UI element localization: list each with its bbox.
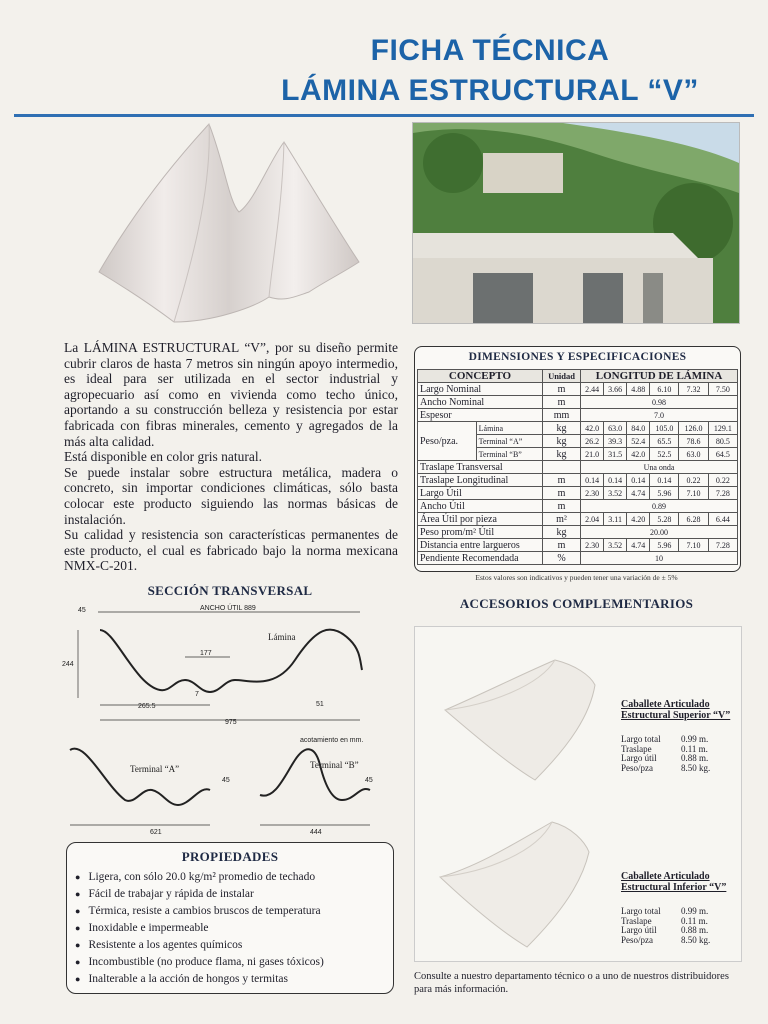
row-value: 7.32 (679, 383, 708, 396)
property-item: ● Ligera, con sólo 20.0 kg/m² promedio de techado (75, 869, 324, 886)
property-item: ● Incombustible (no produce flama, ni gases tóxicos) (75, 954, 324, 971)
row-unit (542, 461, 580, 474)
row-value: 6.28 (679, 513, 708, 526)
dim-265-5: 265.5 (138, 703, 156, 710)
intro-paragraph-2: Está disponible en color gris natural. (64, 449, 262, 465)
spec-value: 0.88 m. (681, 753, 709, 763)
specs-row (418, 461, 738, 474)
dim-51: 51 (316, 701, 324, 708)
house-photo (412, 122, 740, 324)
dim-244: 244 (62, 661, 74, 668)
row-value: 26.2 (581, 435, 604, 448)
caballete-superior-image (440, 655, 600, 785)
row-value: 20.00 (581, 526, 738, 539)
row-value: 2.44 (581, 383, 604, 396)
header-longitud: LONGITUD DE LÁMINA (581, 370, 738, 383)
properties-box (66, 842, 394, 994)
row-value: 21.0 (581, 448, 604, 461)
row-unit: % (542, 552, 580, 565)
dim-45-a: 45 (222, 777, 230, 784)
row-unit: kg (542, 422, 580, 435)
spec-value: 0.88 m. (681, 925, 709, 935)
row-concept: Largo Útil (418, 487, 543, 500)
acotamiento-note: acotamiento en mm. (300, 737, 364, 744)
specs-note: Estos valores son indicativos y pueden tener una variación de ± 5% (475, 573, 678, 582)
specs-row (418, 487, 738, 500)
row-unit: m (542, 487, 580, 500)
row-value: 7.50 (708, 383, 737, 396)
row-value: 64.5 (708, 448, 737, 461)
row-concept: Ancho Útil (418, 500, 543, 513)
row-unit: kg (542, 435, 580, 448)
specs-row (418, 422, 738, 435)
accessories-box (414, 626, 742, 962)
row-value: 0.98 (581, 396, 738, 409)
dim-177: 177 (200, 650, 212, 657)
property-item: ● Inalterable a la acción de hongos y termitas (75, 971, 324, 988)
row-value: 63.0 (679, 448, 708, 461)
row-value: 0.22 (708, 474, 737, 487)
property-item: ● Resistente a los agentes químicos (75, 937, 324, 954)
row-value: 42.0 (627, 448, 650, 461)
spec-value: 0.99 m. (681, 906, 709, 916)
specs-box (414, 346, 741, 572)
spec-label: Traslape (621, 915, 652, 926)
row-concept: Espesor (418, 409, 543, 422)
specs-row (418, 474, 738, 487)
row-value: 7.28 (708, 487, 737, 500)
property-item: ● Inoxidable e impermeable (75, 920, 324, 937)
spec-label: Peso/pza (621, 934, 653, 945)
row-value: 7.10 (679, 487, 708, 500)
row-value: 52.5 (650, 448, 679, 461)
row-concept: Traslape Transversal (418, 461, 543, 474)
page-title-line1: FICHA TÉCNICA (370, 34, 610, 67)
accessory-inferior (621, 871, 739, 945)
row-value: 5.28 (650, 513, 679, 526)
row-value: 0.14 (650, 474, 679, 487)
intro-paragraph-4: Su calidad y resistencia son características permanentes de este producto, el cual es fabricado bajo la norma mexicana NMX-C-201. (64, 527, 398, 574)
row-value: 63.0 (604, 422, 627, 435)
row-concept: Peso/pza. (418, 422, 477, 461)
header-unidad: Unidad (542, 370, 580, 383)
row-value: 2.30 (581, 487, 604, 500)
row-value: 4.74 (627, 539, 650, 552)
row-value: 31.5 (604, 448, 627, 461)
row-value: Una onda (581, 461, 738, 474)
row-value: 5.96 (650, 487, 679, 500)
row-unit: m (542, 383, 580, 396)
row-value: 7.28 (708, 539, 737, 552)
intro-text (64, 340, 398, 574)
dim-45-b: 45 (365, 777, 373, 784)
spec-label: Traslape (621, 743, 652, 754)
row-value: 10 (581, 552, 738, 565)
row-value: 6.44 (708, 513, 737, 526)
spec-label: Peso/pza (621, 762, 653, 773)
row-unit: m (542, 396, 580, 409)
spec-value: 0.99 m. (681, 734, 709, 744)
row-value: 6.10 (650, 383, 679, 396)
specs-row (418, 409, 738, 422)
row-value: 4.20 (627, 513, 650, 526)
intro-paragraph-1: La LÁMINA ESTRUCTURAL “V”, por su diseño permite cubrir claros de hasta 7 metros sin ningún apoyo intermedio, es ideal para ser utilizada en el sector industrial y agropecuario así como en vivienda como techo único, aportando a su construcción belleza y resistencia por estar fabricada con fibras minerales, cemento y agregados de la más alta calidad. (64, 340, 398, 449)
row-unit: mm (542, 409, 580, 422)
row-unit: m (542, 500, 580, 513)
consult-note: Consulte a nuestro departamento técnico o a uno de nuestros distribuidores para más información. (414, 971, 729, 995)
accessory-superior (621, 699, 739, 773)
row-value: 3.11 (604, 513, 627, 526)
terminal-b-profile (260, 749, 370, 800)
specs-row (418, 396, 738, 409)
row-subconcept: Lámina (476, 422, 542, 435)
row-concept: Traslape Longitudinal (418, 474, 543, 487)
row-unit: m² (542, 513, 580, 526)
row-concept: Largo Nominal (418, 383, 543, 396)
row-concept: Peso prom/m² Útil (418, 526, 543, 539)
specs-row (418, 500, 738, 513)
row-value: 4.88 (627, 383, 650, 396)
accessories-title: ACCESORIOS COMPLEMENTARIOS (459, 596, 694, 611)
row-unit: kg (542, 526, 580, 539)
accessory-specs (621, 735, 739, 773)
section-title: SECCIÓN TRANSVERSAL (147, 583, 313, 598)
row-value: 2.30 (581, 539, 604, 552)
properties-title: PROPIEDADES (181, 849, 279, 864)
accessory-name: Estructural Inferior “V” (621, 882, 727, 893)
specs-row (418, 539, 738, 552)
accessory-specs (621, 907, 739, 945)
dim-45: 45 (78, 607, 86, 614)
row-value: 3.52 (604, 487, 627, 500)
row-unit: m (542, 539, 580, 552)
row-value: 0.22 (679, 474, 708, 487)
caballete-inferior-image (437, 817, 597, 952)
specs-row (418, 526, 738, 539)
row-value: 129.1 (708, 422, 737, 435)
row-value: 39.3 (604, 435, 627, 448)
spec-label: Largo útil (621, 753, 657, 763)
spec-value: 8.50 kg. (681, 934, 711, 945)
dim-ancho-util: ANCHO ÚTIL 889 (200, 605, 256, 612)
row-value: 78.6 (679, 435, 708, 448)
row-unit: m (542, 474, 580, 487)
row-value: 126.0 (679, 422, 708, 435)
row-value: 42.0 (581, 422, 604, 435)
spec-label: Largo útil (621, 925, 657, 935)
row-value: 2.04 (581, 513, 604, 526)
dim-444: 444 (310, 829, 322, 836)
row-value: 3.52 (604, 539, 627, 552)
dim-621: 621 (150, 829, 162, 836)
row-value: 52.4 (627, 435, 650, 448)
row-value: 0.89 (581, 500, 738, 513)
row-value: 80.5 (708, 435, 737, 448)
row-subconcept: Terminal “A” (476, 435, 542, 448)
row-concept: Pendiente Recomendada (418, 552, 543, 565)
lamina-profile (100, 630, 362, 692)
terminal-a-profile (70, 749, 210, 805)
row-value: 0.14 (581, 474, 604, 487)
spec-value: 8.50 kg. (681, 762, 711, 773)
spec-value: 0.11 m. (681, 743, 708, 754)
property-item: ● Térmica, resiste a cambios bruscos de temperatura (75, 903, 324, 920)
row-value: 0.14 (604, 474, 627, 487)
label-terminal-a: Terminal “A” (130, 764, 180, 774)
row-value: 7.10 (679, 539, 708, 552)
specs-row (418, 383, 738, 396)
row-value: 105.0 (650, 422, 679, 435)
spec-label: Largo total (621, 906, 661, 916)
properties-list (75, 869, 324, 988)
row-value: 7.0 (581, 409, 738, 422)
row-concept: Área Útil por pieza (418, 513, 543, 526)
spec-value: 0.11 m. (681, 915, 708, 926)
row-value: 0.14 (627, 474, 650, 487)
row-value: 3.66 (604, 383, 627, 396)
header-concepto: CONCEPTO (418, 370, 543, 383)
specs-row (418, 552, 738, 565)
specs-row (418, 513, 738, 526)
label-lamina: Lámina (268, 632, 296, 642)
row-concept: Distancia entre largueros (418, 539, 543, 552)
row-value: 4.74 (627, 487, 650, 500)
accessory-name: Estructural Superior “V” (621, 710, 731, 721)
property-item: ● Fácil de trabajar y rápida de instalar (75, 886, 324, 903)
header-rule (14, 114, 754, 117)
page-title-line2: LÁMINA ESTRUCTURAL “V” (281, 74, 699, 107)
specs-table (417, 369, 738, 565)
accessory-name: Caballete Articulado (621, 699, 710, 710)
cross-section-diagram (60, 600, 400, 840)
row-value: 65.5 (650, 435, 679, 448)
accessory-name: Caballete Articulado (621, 871, 710, 882)
corrugated-sheet-image (94, 122, 364, 327)
row-subconcept: Terminal “B” (476, 448, 542, 461)
label-terminal-b: Terminal “B” (310, 760, 359, 770)
specs-title: DIMENSIONES Y ESPECIFICACIONES (468, 351, 687, 363)
row-value: 5.96 (650, 539, 679, 552)
row-value: 84.0 (627, 422, 650, 435)
row-unit: kg (542, 448, 580, 461)
intro-paragraph-3: Se puede instalar sobre estructura metálica, madera o concreto, sin importar condiciones climáticas, sólo basta colocar este producto siguiendo las normas básicas de instalación. (64, 464, 398, 527)
row-concept: Ancho Nominal (418, 396, 543, 409)
dim-975: 975 (225, 719, 237, 726)
spec-label: Largo total (621, 734, 661, 744)
dim-7: 7 (195, 691, 199, 698)
